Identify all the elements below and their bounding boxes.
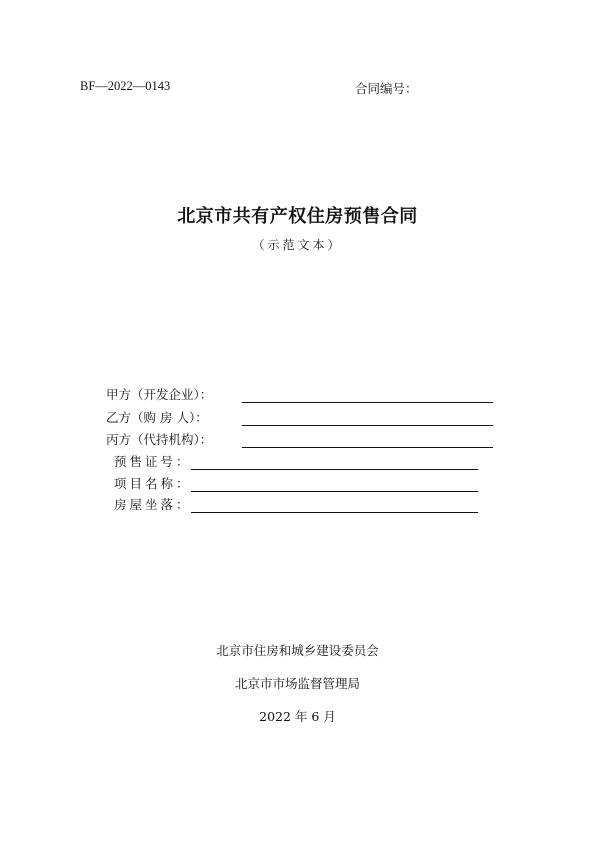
document-code: BF—2022—0143 bbox=[80, 79, 171, 93]
field-label-party-a: 甲方（开发企业）： bbox=[106, 387, 213, 402]
field-party-a bbox=[106, 386, 496, 406]
field-presale-permit bbox=[114, 453, 484, 473]
field-line-party-b[interactable] bbox=[242, 410, 493, 426]
field-label-party-b: 乙方（购 房 人）： bbox=[106, 410, 208, 425]
issuer-market-regulation: 北京市市场监督管理局 bbox=[234, 676, 360, 691]
field-label-presale-permit: 预售证号： bbox=[114, 454, 192, 469]
field-party-b bbox=[106, 409, 496, 429]
field-line-property-location[interactable] bbox=[191, 497, 478, 513]
document-subtitle: （示范文本） bbox=[252, 238, 343, 252]
contract-number-label: 合同编号： bbox=[355, 81, 418, 96]
document-title: 北京市共有产权住房预售合同 bbox=[177, 206, 418, 227]
field-line-party-c[interactable] bbox=[242, 432, 493, 448]
issuer-housing-commission: 北京市住房和城乡建设委员会 bbox=[216, 643, 379, 658]
field-label-project-name: 项目名称： bbox=[114, 476, 192, 491]
field-label-property-location: 房屋坐落： bbox=[114, 497, 192, 512]
field-party-c bbox=[106, 431, 496, 451]
field-project-name bbox=[114, 475, 484, 495]
field-line-presale-permit[interactable] bbox=[191, 454, 478, 470]
field-label-party-c: 丙方（代持机构）： bbox=[106, 432, 213, 447]
issue-date: 2022 年 6 月 bbox=[259, 709, 336, 724]
field-line-project-name[interactable] bbox=[191, 476, 478, 492]
field-line-party-a[interactable] bbox=[242, 387, 493, 403]
field-property-location bbox=[114, 496, 484, 516]
